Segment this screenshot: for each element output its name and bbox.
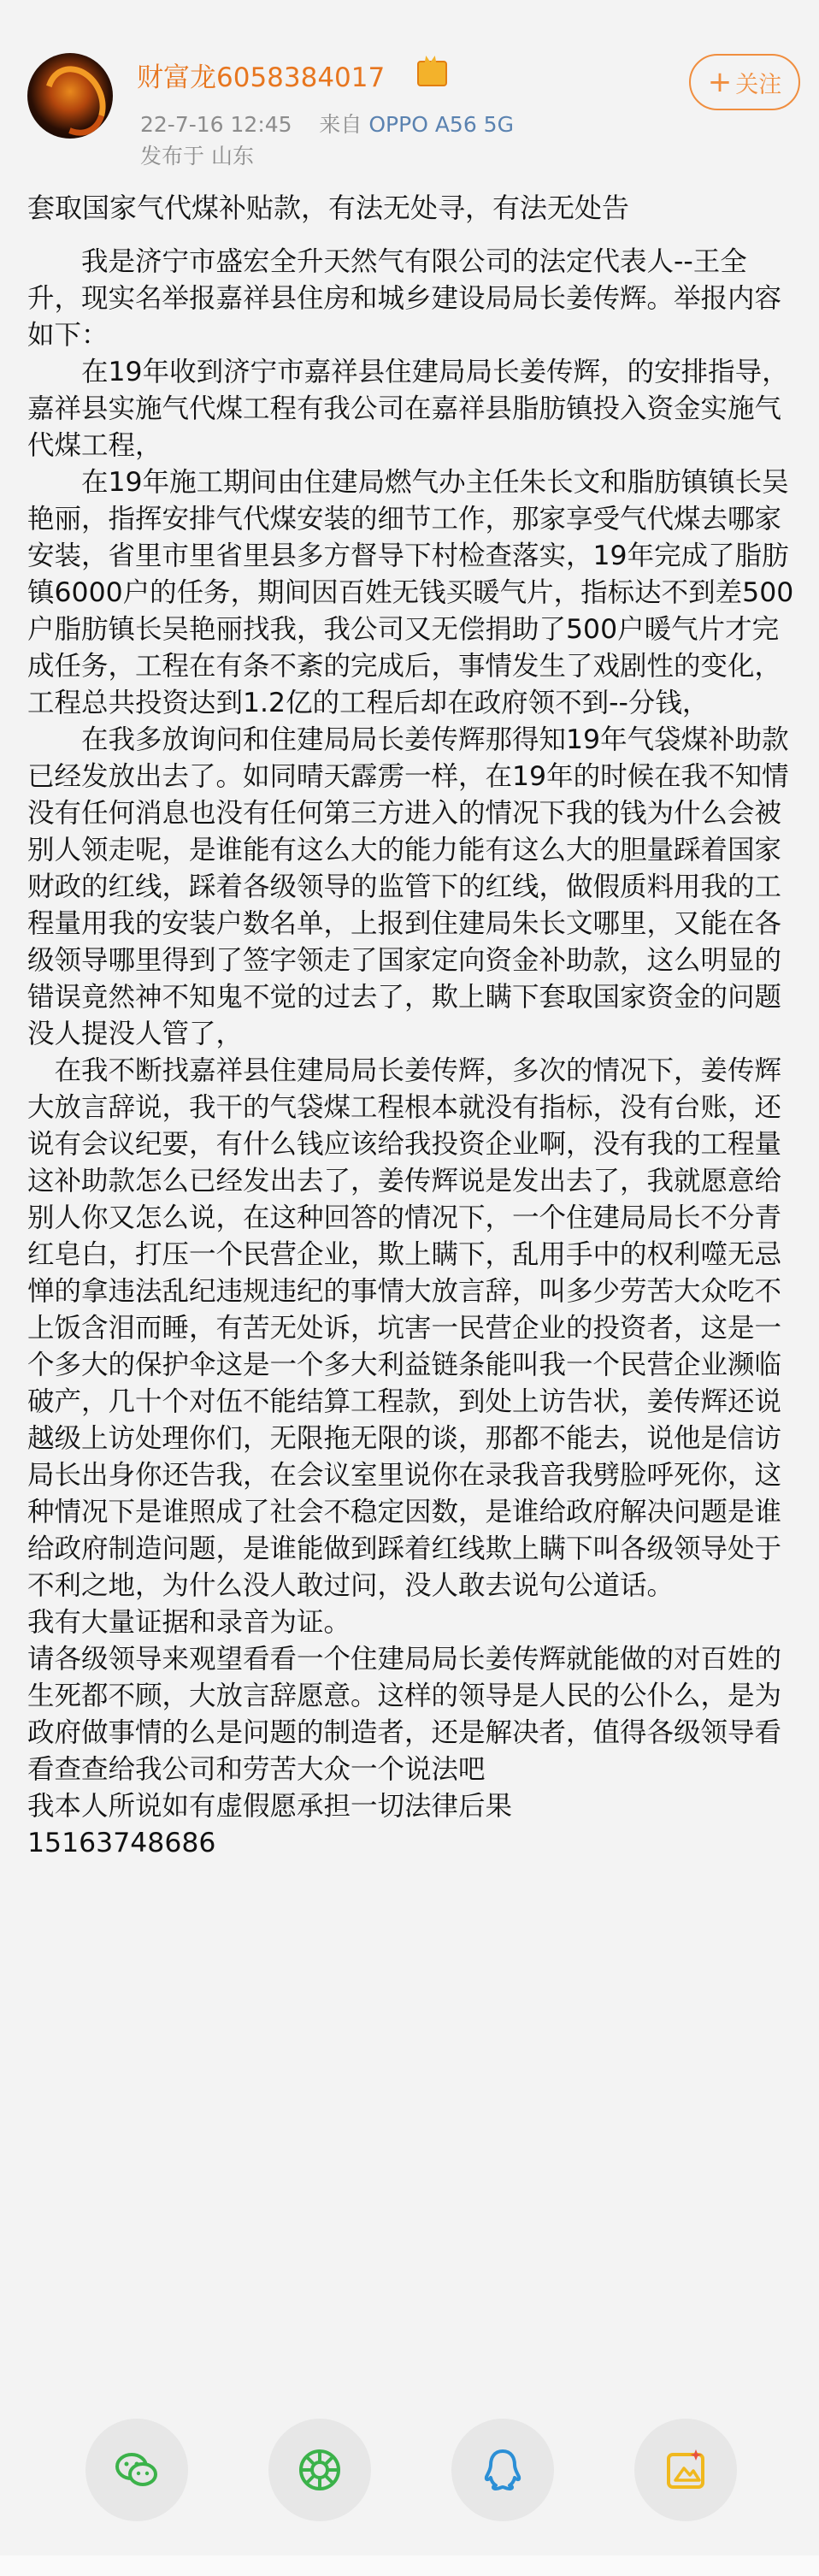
share-wechat-button[interactable] [85, 2419, 188, 2521]
post-paragraph: 我本人所说如有虚假愿承担一切法律后果 [27, 1791, 513, 1822]
share-qzone-button[interactable] [634, 2419, 737, 2521]
author-name[interactable]: 财富龙6058384017 [137, 62, 386, 93]
wechat-icon [113, 2446, 161, 2494]
post-paragraph: 在19年收到济宁市嘉祥县住建局局长姜传辉，的安排指导，嘉祥县实施气代煤工程有我公司在嘉祥县脂肪镇投入资金实施气代煤工程， [27, 357, 789, 461]
plus-icon: + [707, 65, 733, 99]
share-moments-button[interactable] [268, 2419, 371, 2521]
post-paragraph: 我有大量证据和录音为证。 [27, 1607, 351, 1638]
post-paragraph: 我是济宁市盛宏全升天然气有限公司的法定代表人--王全升，现实名举报嘉祥县住房和城乡建设局局长姜传辉。举报内容如下： [27, 246, 782, 351]
post-paragraph: 在我多放询问和住建局局长姜传辉那得知19年气袋煤补助款已经发放出去了。如同晴天霹雳一样，在19年的时候在我不知情没有任何消息也没有任何第三方进入的情况下我的钱为什么会被别人领走呢，是谁能有这么大的能力能有这么大的胆量踩着国家财政的红线，踩着各级领导的监管下的红线，做假质料用我的工程量用我的安装户数名单，上报到住建局朱长文哪里，又能在各级领导哪里得到了签字领走了国家定向资金补助款，这么明显的错误竟然神不知鬼不觉的过去了，欺上瞒下套取国家资金的问题没人提没人管了， [27, 724, 789, 1049]
vip-crown-icon [417, 61, 447, 86]
follow-label: 关注 [735, 71, 782, 98]
post-paragraph: 在19年施工期间由住建局燃气办主任朱长文和脂肪镇镇长吴艳丽，指挥安排气代煤安装的细节工作，那家享受气代煤去哪家安装，省里市里省里县多方督导下村检查落实，19年完成了脂肪镇6000户的任务，期间因百姓无钱买暖气片，指标达不到差500户脂肪镇长吴艳丽找我，我公司又无偿捐助了500户暖气片才完成任务，工程在有条不紊的完成后，事情发生了戏剧性的变化，工程总共投资达到1.2亿的工程后却在政府领不到--分钱， [27, 467, 794, 718]
qzone-icon [662, 2446, 710, 2494]
qq-icon [479, 2446, 527, 2494]
post-paragraph: 在我不断找嘉祥县住建局局长姜传辉，多次的情况下，姜传辉大放言辞说，我干的气袋煤工程根本就没有指标，没有台账，还说有会议纪要，有什么钱应该给我投资企业啊，没有我的工程量这补助款怎么已经发出去了，姜传辉说是发出去了，我就愿意给别人你又怎么说，在这种回答的情况下，一个住建局局长不分青红皂白，打压一个民营企业，欺上瞒下，乱用手中的权利噬无忌惮的拿违法乱纪违规违纪的事情大放言辞，叫多少劳苦大众吃不上饭含泪而睡，有苦无处诉，坑害一民营企业的投资者，这是一个多大的保护伞这是一个多大利益链条能叫我一个民营企业濒临破产，几十个对伍不能结算工程款，到处上访告状，姜传辉还说越级上访处理你们，无限拖无限的谈，那都不能去，说他是信访局长出身你还告我，在会议室里说你在录我音我劈脸呼死你，这种情况下是谁照成了社会不稳定因数，是谁给政府解决问题是谁给政府制造问题，是谁能做到踩着红线欺上瞒下叫各级领导处于不利之地，为什么没人敢过问，没人敢去说句公道话。 [27, 1055, 782, 1601]
share-bar [0, 2397, 819, 2551]
post-meta [140, 108, 514, 139]
post-body [27, 190, 797, 1862]
phone-number: 15163748686 [27, 1828, 216, 1858]
post-header [0, 0, 819, 180]
avatar[interactable] [27, 53, 113, 139]
share-qq-button[interactable] [451, 2419, 554, 2521]
post-date: 22-7-16 12:45 [140, 112, 292, 137]
avatar-dragon-icon [33, 56, 113, 139]
post-title: 套取国家气代煤补贴款，有法无处寻，有法无处告 [27, 192, 630, 224]
source-prefix: 来自 [319, 112, 362, 137]
post-location: 发布于 山东 [140, 144, 254, 168]
moments-icon [296, 2446, 344, 2494]
device-name[interactable]: OPPO A56 5G [368, 112, 514, 137]
post-paragraph: 请各级领导来观望看看一个住建局局长姜传辉就能做的对百姓的生死都不顾，大放言辞愿意。这样的领导是人民的公仆么，是为政府做事情的么是问题的制造者，还是解决者，值得各级领导看看查查给我公司和劳苦大众一个说法吧 [27, 1644, 782, 1785]
bottom-toolbar-edge [0, 2555, 819, 2576]
follow-button[interactable] [689, 54, 800, 110]
